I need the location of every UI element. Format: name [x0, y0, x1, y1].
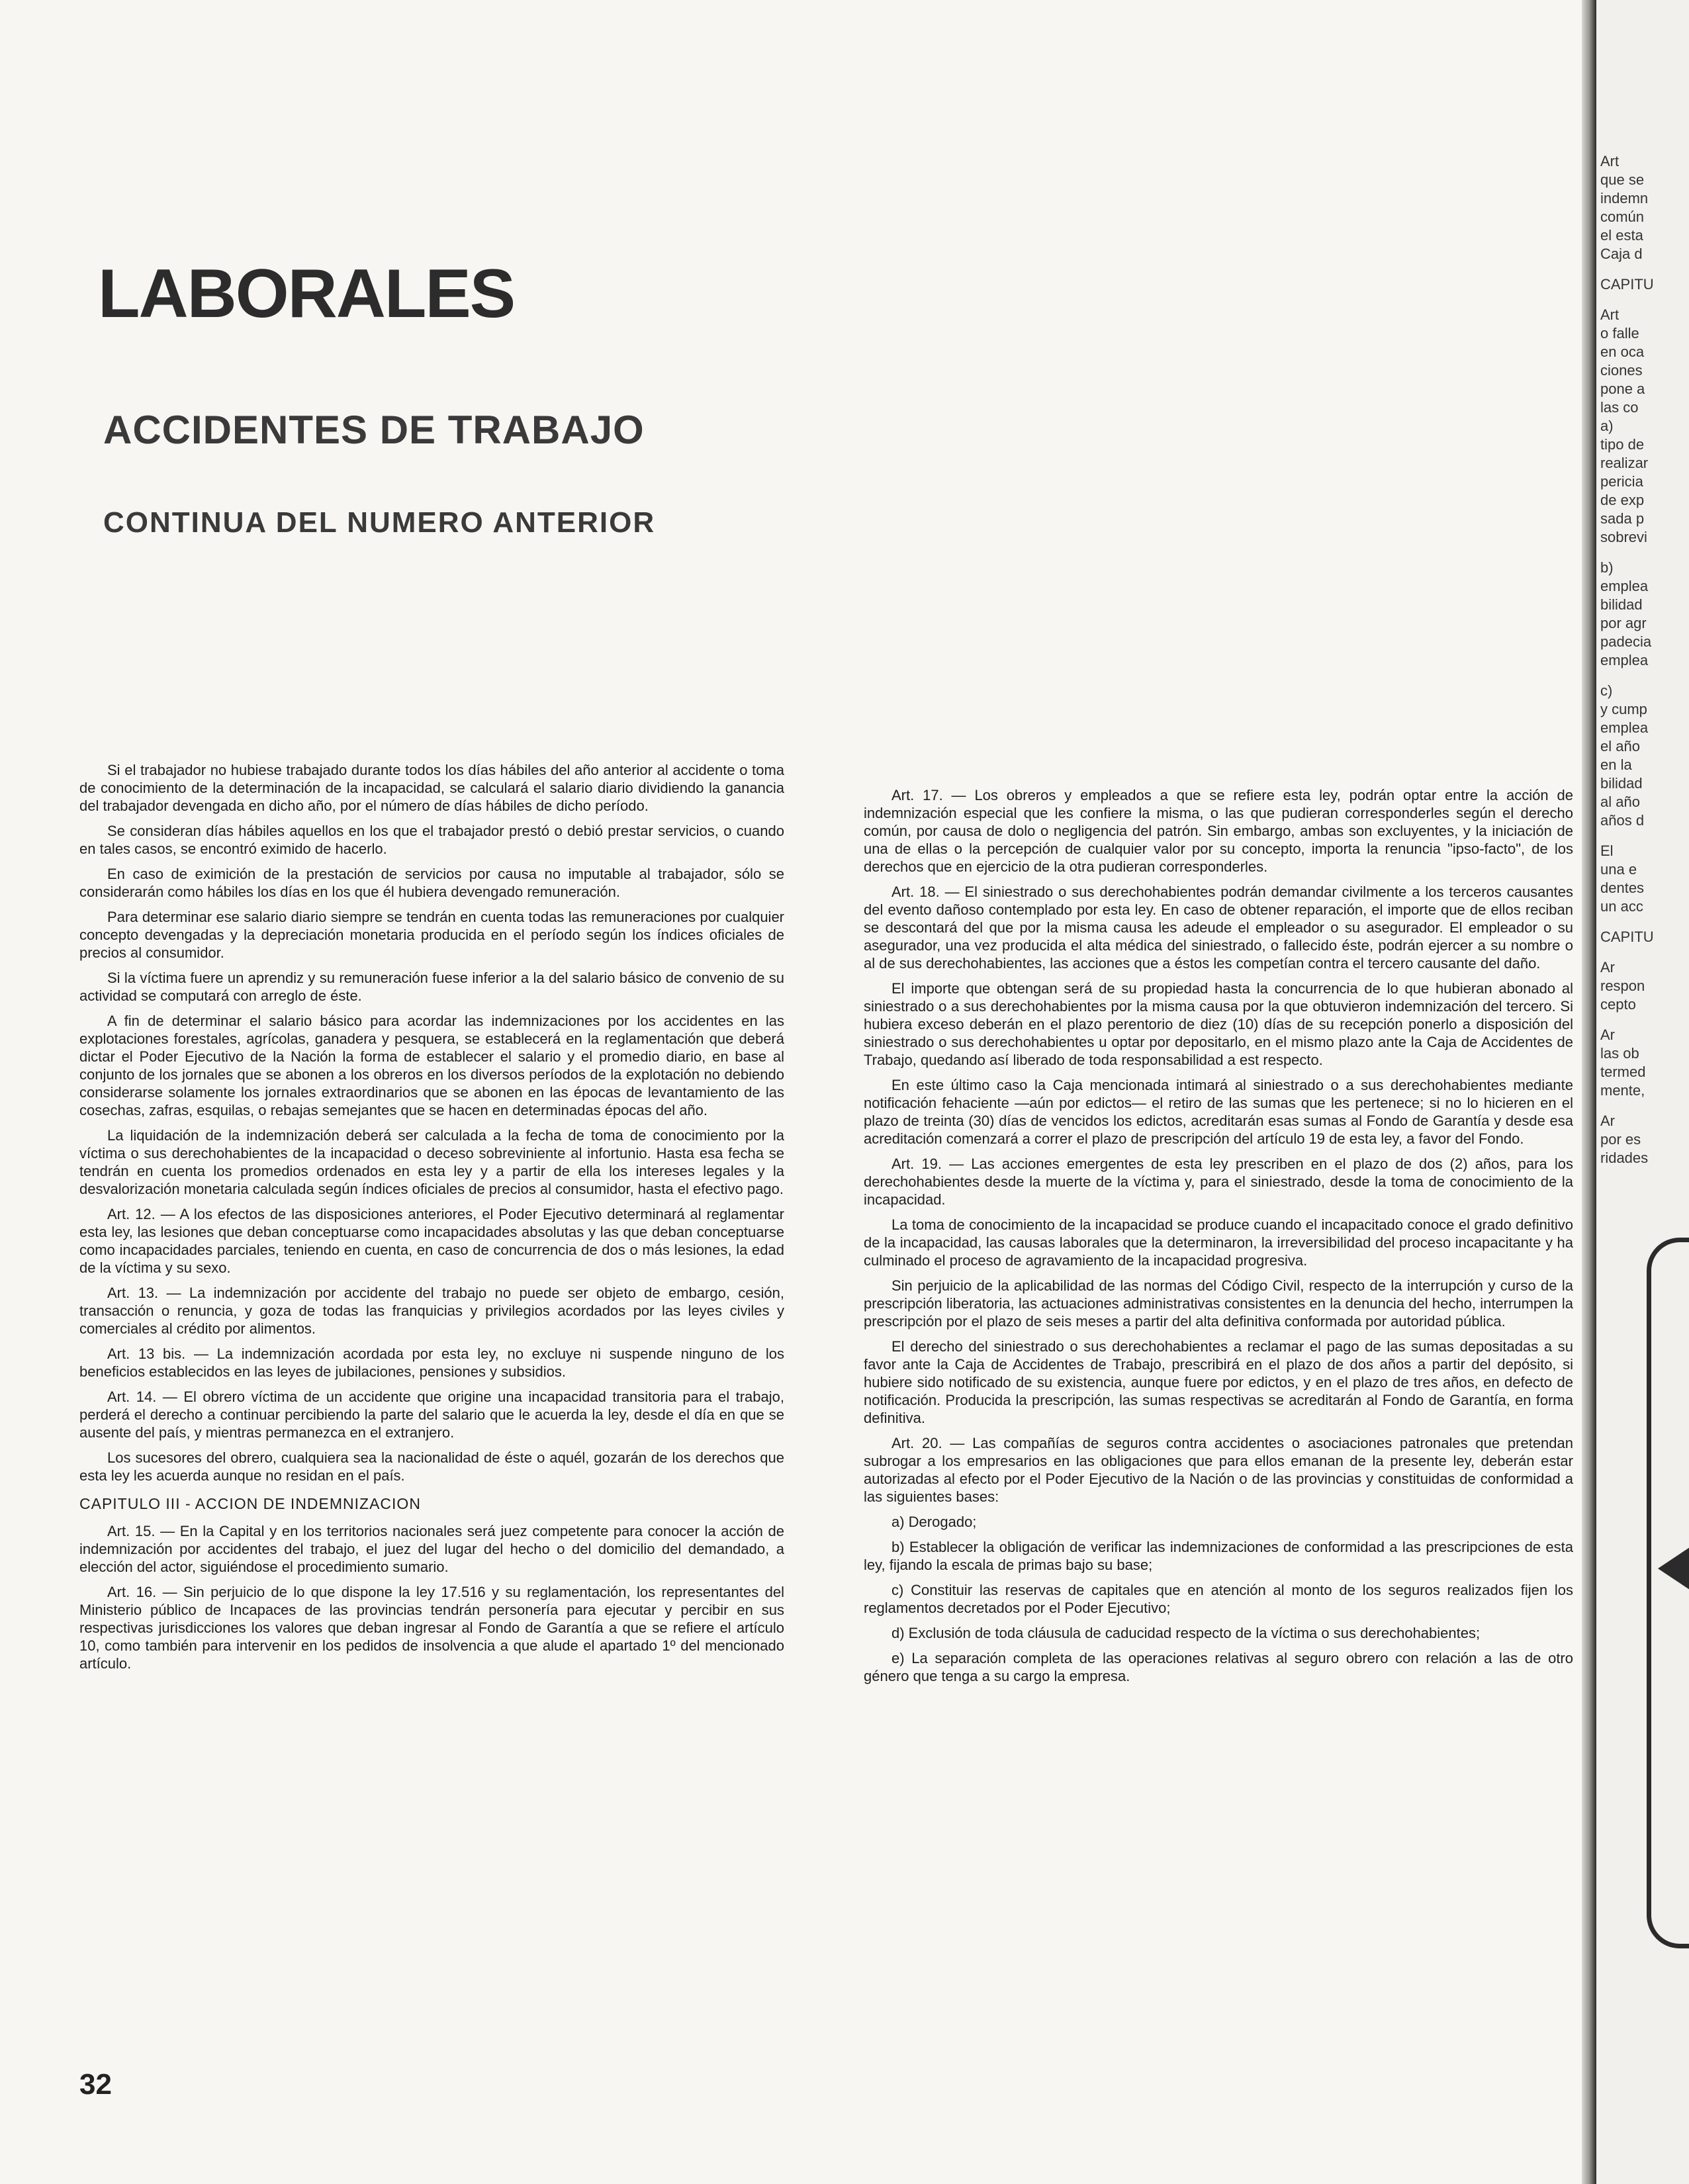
text-fragment: b): [1600, 559, 1614, 576]
body-paragraph: A fin de determinar el salario básico para acordar las indemnizaciones por los accidentes en las explotaciones forestales, agrícolas, ganadera y pesquera, se establecerá en la reglamentación que deberá dictar el Poder Ejecutivo de la Nación la forma de establecer el salario y el promedio diario, en base al conjunto de los jornales que se abonen a los obreros en los diversos períodos de la explotación no debiendo considerarse solamente los jornales extraordinarios que se abonen en las épocas de levantamiento de las cosechas, zafras, esquilas, o rebajas semejantes que se hacen en determinadas épocas del año.: [79, 1013, 784, 1118]
text-fragment: a): [1600, 418, 1614, 434]
body-paragraph: Sin perjuicio de la aplicabilidad de las normas del Código Civil, respecto de la interrupción y curso de la prescripción liberatoria, las actuaciones administrativas consistentes en la denuncia del hecho, interrumpen la prescripción por el plazo de seis meses a partir del alta definitiva conformada por autoridad pública.: [864, 1277, 1573, 1330]
text-fragment: el año: [1600, 738, 1640, 754]
text-fragment: años d: [1600, 812, 1645, 829]
text-fragment: por es: [1600, 1131, 1641, 1148]
body-paragraph: En caso de eximición de la prestación de servicios por causa no imputable al trabajador, sólo se considerarán como hábiles los días en los que él hubiera devengado remuneración.: [79, 866, 784, 900]
text-fragment: el esta: [1600, 227, 1643, 244]
next-page-text-fragments: [1600, 152, 1686, 1167]
text-fragment: padecia: [1600, 633, 1652, 650]
body-paragraph: Art. 12. — A los efectos de las disposiciones anteriores, el Poder Ejecutivo determinará al reglamentar esta ley, las lesiones que deban conceptuarse como incapacidades absolutas y las que deban conceptuarse como incapacidades parciales, teniendo en cuenta, en caso de concurrencia de dos o más lesiones, la edad de la víctima y su sexo.: [79, 1206, 784, 1276]
body-paragraph: Art. 14. — El obrero víctima de un accidente que origine una incapacidad transitoria para el trabajo, perderá el derecho a continuar percibiendo la parte del salario que le acuerda la ley, desde el día en que se ausente del país, y mientras permanezca en el extranjero.: [79, 1388, 784, 1441]
body-paragraph: Art. 13 bis. — La indemnización acordada por esta ley, no excluye ni suspende ninguno de los beneficios establecidos en las leyes de jubilaciones, pensiones y subsidios.: [79, 1345, 784, 1380]
body-paragraph: Art. 17. — Los obreros y empleados a que se refiere esta ley, podrán optar entre la acción de indemnización especial que les confiere la misma, o las que pudieran corresponderles según el derecho común, por causa de dolo o negligencia del patrón. Sin embargo, ambas son excluyentes, y la iniciación de una de ellas o la percepción de cualquier valor por su concepto, importa la renuncia "ipso-facto", de los derechos que en ejercicio de la otra pudieran corresponderles.: [864, 787, 1573, 875]
text-fragment: pericia: [1600, 473, 1643, 490]
text-fragment: realizar: [1600, 455, 1649, 471]
text-fragment: [1600, 1014, 1686, 1026]
text-fragment: Ar: [1600, 1026, 1615, 1043]
page-gutter: [1582, 0, 1596, 2184]
text-fragment: [1600, 670, 1686, 682]
page-number: 32: [79, 2068, 112, 2101]
body-paragraph: Art. 15. — En la Capital y en los territorios nacionales será juez competente para conocer la acción de indemnización por accidentes del trabajo, el juez del lugar del hecho o del domicilio del demandado, a elección del actor, siguiéndose el procedimiento sumario.: [79, 1523, 784, 1575]
text-fragment: por agr: [1600, 615, 1647, 631]
text-fragment: que se: [1600, 171, 1645, 188]
text-fragment: pone a: [1600, 381, 1645, 397]
text-fragment: [1600, 547, 1686, 559]
body-paragraph: Art. 20. — Las compañías de seguros contra accidentes o asociaciones patronales que pretendan subrogar a los empresarios en las obligaciones que para ellos emanan de la presente ley, deberán estar autorizadas al efecto por el Poder Ejecutivo de la Nación o de las provincias y constituidas de conformidad a las siguientes bases:: [864, 1435, 1573, 1505]
text-fragment: Ar: [1600, 959, 1615, 976]
body-paragraph: c) Constituir las reservas de capitales que en atención al monto de los seguros realizados fijen los reglamentos decretados por el Poder Ejecutivo;: [864, 1582, 1573, 1616]
text-fragment: dentes: [1600, 880, 1645, 896]
text-fragment: o falle: [1600, 325, 1639, 341]
left-text-column: [79, 761, 784, 1680]
body-paragraph: Art. 16. — Sin perjuicio de lo que dispone la ley 17.516 y su reglamentación, los representantes del Ministerio público de Incapaces de las provincias tendrán personería para ejecutar y percibir en sus respectivas jurisdicciones los valores que deban ingresar al Fondo de Garantía a que se refiere el artículo 10, como también para intervenir en los pedidos de insolvencia a que alude el apartado 1º del mencionado artículo.: [79, 1584, 784, 1672]
text-fragment: El: [1600, 842, 1614, 859]
text-fragment: una e: [1600, 861, 1637, 878]
text-fragment: indemn: [1600, 190, 1649, 206]
text-fragment: al año: [1600, 794, 1640, 810]
body-paragraph: El derecho del siniestrado o sus derechohabientes a reclamar el pago de las sumas depositadas a su favor ante la Caja de Accidentes de Trabajo, prescribirá en el plazo de dos años a partir del depósito, si hubiere sido notificado de su existencia, aunque fuere por edictos, y en el plazo de tres años, en defecto de notificación. Producida la prescripción, las sumas respectivas se acreditarán al Fondo de Garantía, en forma definitiva.: [864, 1338, 1573, 1426]
text-fragment: en oca: [1600, 343, 1645, 360]
text-fragment: de exp: [1600, 492, 1645, 508]
text-fragment: las co: [1600, 399, 1639, 416]
left-arrow-icon: [1658, 1542, 1689, 1595]
text-fragment: común: [1600, 208, 1645, 225]
text-fragment: CAPITU: [1600, 276, 1654, 293]
text-fragment: CAPITU: [1600, 929, 1654, 945]
body-paragraph: Para determinar ese salario diario siempre se tendrán en cuenta todas las remuneraciones por cualquier concepto devengadas y la depreciación monetaria producida en el período según los índices oficiales de precios al consumidor.: [79, 909, 784, 961]
body-paragraph: Art. 18. — El siniestrado o sus derechohabientes podrán demandar civilmente a los terceros causantes del evento dañoso contemplado por esta ley. En caso de obtener reparación, el importe que de ellos reciban se descontará del que por la misma causa les adeude el empleador o su asegurador. El empleador o su asegurador, una vez producida el alta médica del siniestrado, o fallecido éste, podrán ejercer a su nombre o al de sus derechohabientes, las acciones que a éstos les competían contra el tercero causante del daño.: [864, 884, 1573, 972]
text-fragment: tipo de: [1600, 436, 1645, 453]
body-paragraph: Si la víctima fuere un aprendiz y su remuneración fuese inferior a la del salario básico de convenio de su actividad se computará con arreglo de éste.: [79, 970, 784, 1004]
text-fragment: emplea: [1600, 719, 1649, 736]
body-paragraph: En este último caso la Caja mencionada intimará al siniestrado o a sus derechohabientes mediante notificación fehaciente —aún por edictos— el retiro de las sumas que les pertenece; si no lo hicieren en el plazo de treinta (30) días de vencidos los edictos, acreditarán esas sumas al Fondo de Garantía y desde esa acreditación comenzará a correr el plazo de prescripción del artículo 19 de esta ley, a favor del Fondo.: [864, 1077, 1573, 1147]
body-paragraph: e) La separación completa de las operaciones relativas al seguro obrero con relación a las de otro género que tenga a su cargo la empresa.: [864, 1650, 1573, 1684]
text-fragment: sobrevi: [1600, 529, 1647, 545]
right-text-column: [864, 786, 1573, 1692]
text-fragment: cepto: [1600, 996, 1636, 1013]
text-fragment: emplea: [1600, 578, 1649, 594]
text-fragment: Art: [1600, 306, 1620, 323]
text-fragment: ridades: [1600, 1150, 1649, 1166]
body-paragraph: Los sucesores del obrero, cualquiera sea la nacionalidad de éste o aquél, gozarán de los derechos que esta ley les acuerda aunque no residan en el país.: [79, 1449, 784, 1484]
text-fragment: en la: [1600, 756, 1632, 773]
text-fragment: Art: [1600, 153, 1620, 169]
text-fragment: respon: [1600, 978, 1645, 994]
text-fragment: [1600, 916, 1686, 928]
body-paragraph: Art. 13. — La indemnización por accidente del trabajo no puede ser objeto de embargo, cesión, transacción o renuncia, y goza de todas las franquicias y privilegios acordados por las leyes civiles y comerciales al crédito por alimentos.: [79, 1285, 784, 1337]
text-fragment: Ar: [1600, 1113, 1615, 1129]
text-fragment: ciones: [1600, 362, 1643, 379]
text-fragment: bilidad: [1600, 596, 1643, 613]
text-fragment: [1600, 946, 1686, 958]
text-fragment: las ob: [1600, 1045, 1639, 1062]
body-paragraph: a) Derogado;: [891, 1514, 977, 1530]
body-paragraph: Si el trabajador no hubiese trabajado durante todos los días hábiles del año anterior al accidente o toma de conocimiento de la determinación de la incapacidad, se calculará el salario diario dividiendo la ganancia del trabajador devengada en dicho año, por el número de días hábiles de dicho período.: [79, 762, 784, 814]
body-paragraph: Art. 19. — Las acciones emergentes de esta ley prescriben en el plazo de dos (2) años, para los derechohabientes desde la muerte de la víctima y, para el siniestrado, desde la toma de conocimiento de la incapacidad.: [864, 1156, 1573, 1208]
text-fragment: y cump: [1600, 701, 1647, 717]
text-fragment: [1600, 1100, 1686, 1112]
text-fragment: termed: [1600, 1064, 1646, 1080]
text-fragment: bilidad: [1600, 775, 1643, 792]
text-fragment: [1600, 294, 1686, 306]
text-fragment: [1600, 830, 1686, 842]
text-fragment: c): [1600, 682, 1613, 699]
chapter-heading: CAPITULO III - ACCION DE INDEMNIZACION: [79, 1495, 421, 1512]
continuation-note: CONTINUA DEL NUMERO ANTERIOR: [103, 506, 656, 539]
body-paragraph: La toma de conocimiento de la incapacidad se produce cuando el incapacitado conoce el grado definitivo de la incapacidad, las causas laborales que la determinaron, la irreversibilidad del proceso incapacitante y ha culminado el proceso de agravamiento de la incapacidad progresiva.: [864, 1216, 1573, 1269]
body-paragraph: b) Establecer la obligación de verificar las indemnizaciones de conformidad a las prescripciones de esta ley, fijando la escala de primas bajo su base;: [864, 1539, 1573, 1573]
text-fragment: [1600, 263, 1686, 275]
text-fragment: mente,: [1600, 1082, 1645, 1099]
body-paragraph: Se consideran días hábiles aquellos en los que el trabajador prestó o debió prestar servicios, o cuando en tales casos, se encontró eximido de hacerlo.: [79, 823, 784, 857]
body-paragraph: La liquidación de la indemnización deberá ser calculada a la fecha de toma de conocimiento por la víctima o sus derechohabientes de la incapacidad o deceso sobreviniente al infortunio. Hasta esa fecha se tendrán en cuenta los promedios ordenados en esta ley y a partir de ella los intereses legales y la desvalorización monetaria calculada según índices oficiales de precios al consumidor, hasta el efectivo pago.: [79, 1127, 784, 1197]
body-paragraph: d) Exclusión de toda cláusula de caducidad respecto de la víctima o sus derechohabientes;: [891, 1625, 1481, 1641]
text-fragment: Caja d: [1600, 246, 1643, 262]
text-fragment: un acc: [1600, 898, 1643, 915]
text-fragment: sada p: [1600, 510, 1645, 527]
text-fragment: emplea: [1600, 652, 1649, 668]
section-title: LABORALES: [98, 255, 515, 332]
body-paragraph: El importe que obtengan será de su propiedad hasta la concurrencia de lo que hubieran abonado al siniestrado o a sus derechohabientes por la misma causa por la que obtuvieron indemnización del tercero. Si hubiera exceso deberán en el plazo perentorio de diez (10) días de su recepción ponerlo a disposición del siniestrado o sus derechohabientes u optar por depositarlo, en el mismo plazo ante la Caja de Accidentes de Trabajo, quedando así liberado de toda responsabilidad a est respecto.: [864, 980, 1573, 1068]
article-subtitle: ACCIDENTES DE TRABAJO: [103, 408, 645, 452]
